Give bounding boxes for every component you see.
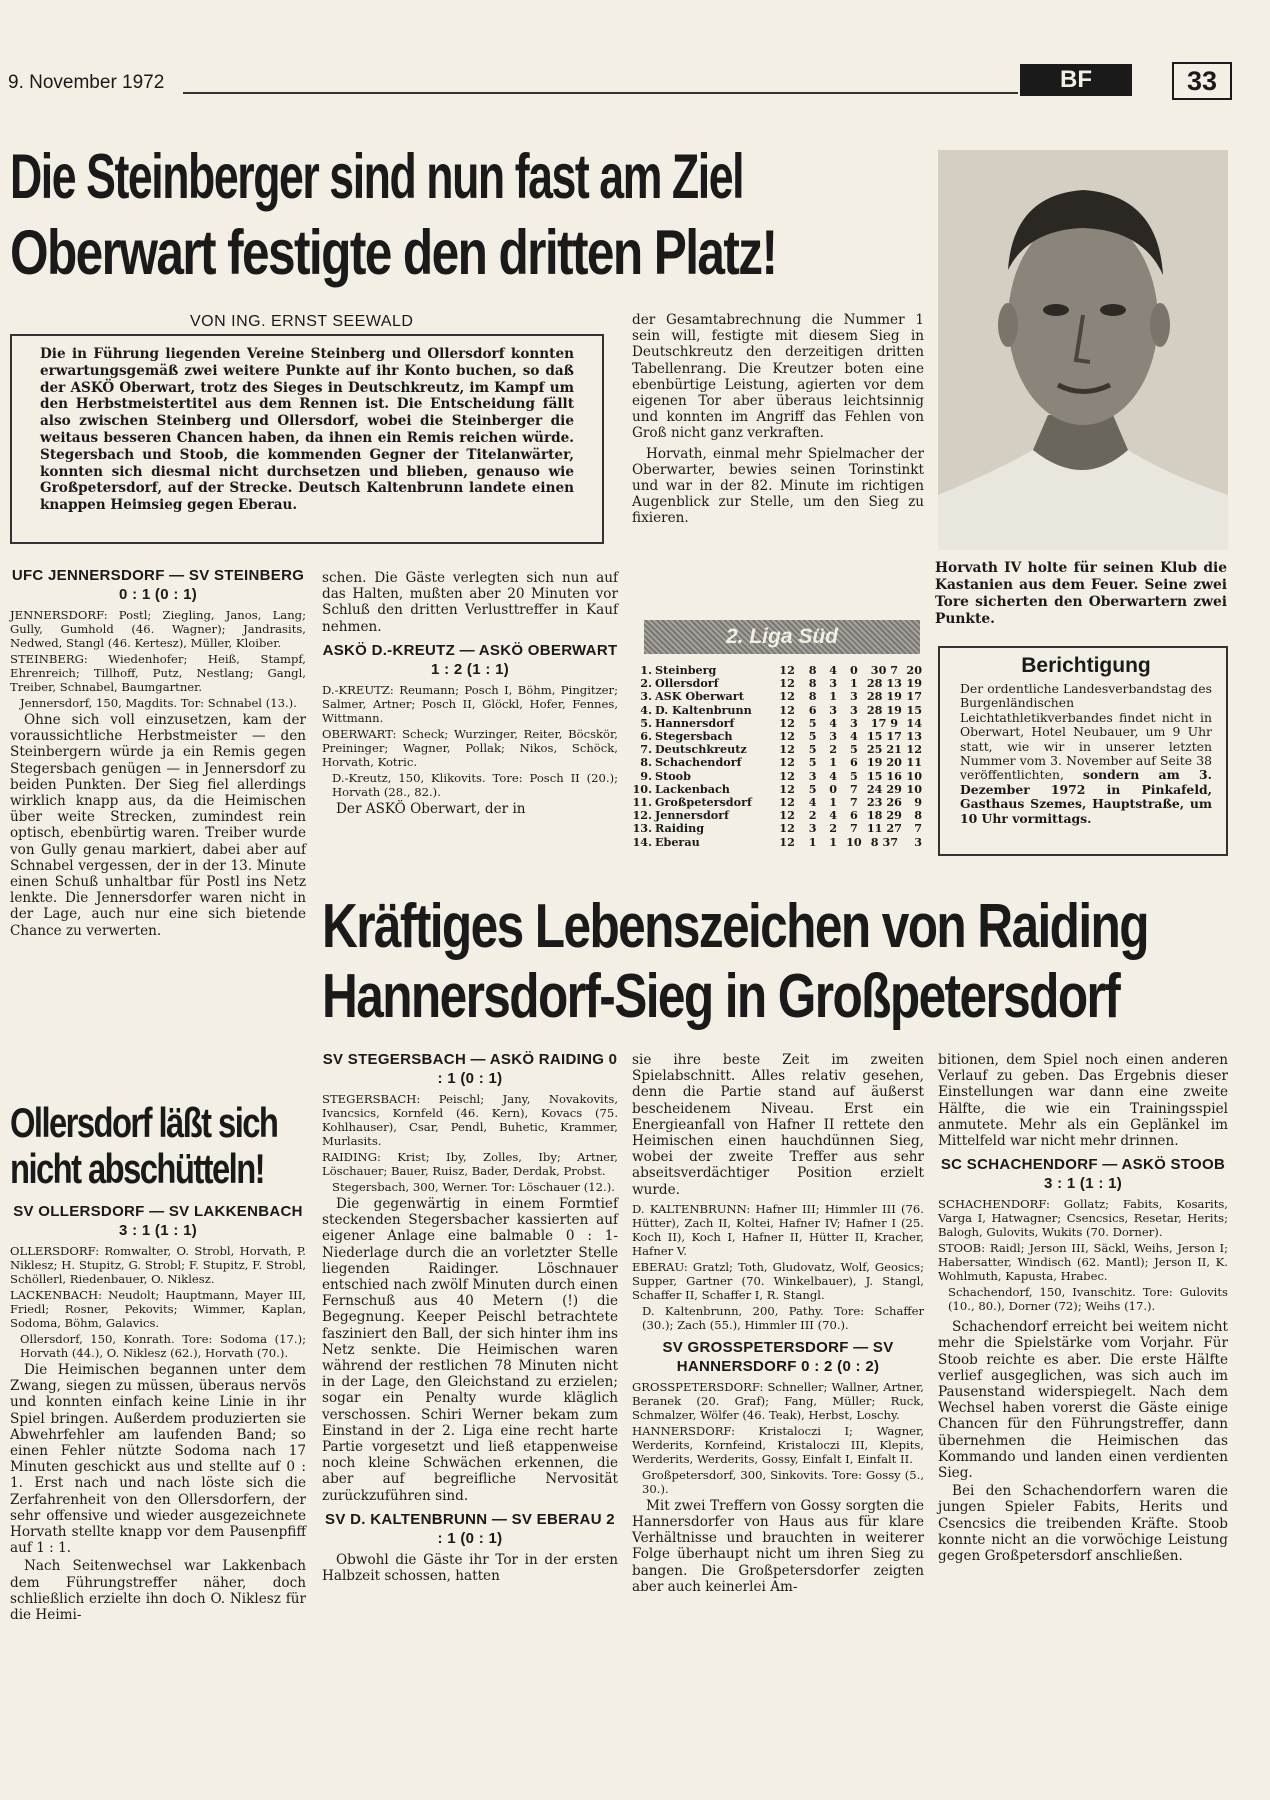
table-cell-won: 8 — [808, 676, 817, 691]
table-cell-drawn: 3 — [829, 729, 838, 744]
table-cell-rank: 6. — [640, 729, 652, 744]
table-row — [632, 822, 922, 835]
ollersdorf-column — [10, 1099, 306, 1625]
table-cell-goals: 28 19 — [866, 689, 902, 704]
table-row — [632, 836, 922, 849]
lineup-raiding: RAIDING: Krist; Iby, Zolles, Iby; Artner, Löschauer; Bauer, Ruisz, Bader, Derdak, Probst. — [322, 1150, 618, 1178]
table-cell-drawn: 1 — [829, 689, 838, 704]
correction-box — [938, 646, 1228, 856]
table-cell-drawn: 0 — [829, 781, 838, 796]
stats-grosspetersdorf: Großpetersdorf, 300, Sinkovits. Tore: Gossy (5., 30.). — [642, 1467, 924, 1496]
table-cell-drawn: 4 — [829, 663, 838, 677]
table-cell-lost: 7 — [850, 795, 858, 810]
table-cell-drawn: 4 — [829, 808, 838, 823]
table-cell-lost: 6 — [850, 755, 858, 770]
table-cell-lost: 1 — [850, 676, 858, 691]
text-jennersdorf: Ohne sich voll einzusetzen, kam der voraussichtliche Herbstmeister — den Steinbergern würde ja ein Remis gegen Stegersbach genügen — in Jennersdorf zu beiden Punkten. Der Sieg fiel allerdings wirklich knapp aus, da die Heimischen über weite Strecken, zumindest rein optisch, ebenbürtig waren. Treiber wurde von Gully genau markiert, dabei aber auf Schnabel vergessen, der in der 13. Minute einen Schuß unhaltbar für Postl ins Netz lenkte. Die Jennersdorfer waren nicht in der Lage, auch nur eine sich bietende Chance zu verwerten. — [10, 712, 306, 939]
table-cell-lost: 6 — [850, 808, 858, 823]
text-schachendorf-1: bitionen, dem Spiel noch einen anderen Verlauf zu geben. Das Ergebnis dieser Einstellungen war dann eine zweite Hälfte, die wie ein Trainingsspiel anmutete. Mehr als ein Geplänkel im Mittelfeld war nicht mehr drinnen. — [938, 1052, 1228, 1150]
lineup-lackenbach: LACKENBACH: Neudolt; Hauptmann, Mayer III, Friedl; Rosner, Pekovits; Wimmer, Kaplan, Sodoma, Böhm, Galavics. — [10, 1288, 306, 1330]
table-cell-drawn: 2 — [829, 821, 838, 836]
stats-schachendorf: Schachendorf, 150, Ivanschitz. Tore: Gulovits (10., 80.), Dorner (72); Weihs (17.). — [948, 1285, 1228, 1314]
table-cell-lost: 3 — [850, 715, 858, 730]
table-cell-points: 15 — [906, 702, 922, 717]
table-cell-lost: 0 — [850, 663, 858, 677]
table-cell-points: 17 — [906, 689, 922, 704]
table-cell-played: 12 — [779, 795, 795, 810]
table-cell-rank: 10. — [632, 781, 652, 796]
table-cell-drawn: 3 — [829, 702, 838, 717]
table-cell-won: 6 — [808, 702, 817, 717]
text-kaltenbrunn-2: sie ihre beste Zeit im zweiten Spielabschnitt. Alles relativ gesehen, denn die Partie stand auf äußerst bescheidenem Niveau. Erst ein Energieanfall von Hafner II rettete den Heimischen einen hauchdünnen Sieg, wobei der zweite Treffer aus sehr abseitsverdächtiger Position erzielt wurde. — [632, 1052, 924, 1198]
match-heading-stegersbach: SV STEGERSBACH — ASKÖ RAIDING 0 : 1 (0 : 1) — [322, 1051, 618, 1087]
stats-kaltenbrunn: D. Kaltenbrunn, 200, Pathy. Tore: Schaffer (30.); Zach (55.), Himmler III (70.). — [642, 1303, 924, 1332]
table-cell-team: Schachendorf — [654, 755, 742, 770]
table-cell-played: 12 — [779, 663, 795, 677]
table-title-bar: 2. Liga Süd — [644, 620, 920, 654]
table-cell-lost: 7 — [850, 821, 858, 836]
table-cell-rank: 8. — [640, 755, 652, 770]
table-cell-drawn: 1 — [829, 834, 838, 849]
lineup-stegersbach: STEGERSBACH: Peischl; Jany, Novakovits, Ivancsics, Kornfeld (46. Kern), Kovacs (75. Kohlhauser), Csar, Pendl, Buhetic, Krammer, Murlasits. — [322, 1092, 618, 1148]
table-row — [632, 704, 922, 717]
text-kaltenbrunn-1: Obwohl die Gäste ihr Tor in der ersten Halbzeit schossen, hatten — [322, 1551, 618, 1585]
table-cell-played: 12 — [779, 755, 795, 770]
table-cell-goals: 30 7 — [870, 663, 899, 677]
text-ollersdorf-2: Nach Seitenwechsel war Lakkenbach dem Führungstreffer näher, doch schließlich erzielte ihn doch O. Niklesz für die Heimi- — [10, 1558, 306, 1624]
lineup-grosspetersdorf: GROSSPETERSDORF: Schneller; Wallner, Artner, Beranek (20. Graf); Fang, Müller; Ruck, Schmalzer, Wölfer (46. Teak), Herbst, Loschy. — [632, 1379, 924, 1422]
table-cell-points: 10 — [906, 781, 922, 796]
table-cell-points: 20 — [906, 663, 922, 677]
table-cell-drawn: 2 — [829, 742, 838, 757]
table-cell-points: 11 — [906, 755, 922, 770]
table-cell-won: 2 — [808, 808, 817, 823]
table-cell-drawn: 1 — [829, 795, 838, 810]
table-cell-goals: 11 27 — [866, 821, 902, 836]
table-cell-played: 12 — [779, 821, 795, 836]
table-cell-won: 5 — [808, 729, 817, 744]
table-cell-lost: 5 — [850, 768, 858, 783]
table-cell-played: 12 — [779, 676, 795, 691]
table-cell-played: 12 — [779, 808, 795, 823]
stats-ollersdorf: Ollersdorf, 150, Konrath. Tore: Sodoma (17.); Horvath (44.), O. Niklesz (62.), Horvath (70.). — [20, 1332, 306, 1360]
match-heading-schachendorf: SC SCHACHENDORF — ASKÖ STOOB 3 : 1 (1 : 1) — [940, 1156, 1226, 1193]
table-cell-goals: 23 26 — [866, 795, 902, 810]
table-cell-goals: 19 20 — [866, 755, 902, 770]
table-cell-goals: 15 17 — [866, 729, 902, 744]
table-cell-team: Eberau — [654, 834, 700, 849]
table-cell-drawn: 4 — [829, 768, 838, 783]
table-cell-points: 12 — [906, 742, 922, 757]
table-cell-team: ASK Oberwart — [654, 689, 744, 704]
correction-body — [960, 682, 1212, 826]
text-grosspetersdorf: Mit zwei Treffern von Gossy sorgten die Hannersdorfer von Haus aus für klare Verhältnisse und brauchten in weiterer Folge überhaupt nicht um ihren Sieg zu bangen. Die Großpetersdorfer zeigten aber auch keinerlei Am- — [632, 1497, 924, 1595]
lead-column-2 — [322, 570, 618, 819]
table-cell-won: 3 — [808, 821, 817, 836]
table-cell-rank: 12. — [632, 808, 652, 823]
table-cell-goals: 28 13 — [866, 676, 902, 691]
page-number: 33 — [1172, 62, 1232, 100]
table-cell-goals: 24 29 — [866, 781, 902, 796]
text-horvath: Horvath, einmal mehr Spielmacher der Oberwarter, bewies seinen Torinstinkt und war in der 82. Minute im richtigen Augenblick zur Stelle, um den Sieg zu fixieren. — [632, 445, 924, 527]
table-cell-rank: 9. — [640, 768, 652, 783]
table-cell-lost: 3 — [850, 689, 858, 704]
table-cell-team: Ollersdorf — [654, 676, 719, 691]
table-cell-rank: 3. — [640, 689, 652, 704]
page-header — [8, 60, 1228, 100]
table-cell-goals: 28 19 — [866, 702, 902, 717]
table-cell-team: Stegersbach — [654, 729, 733, 744]
table-cell-goals: 17 9 — [870, 715, 899, 730]
table-cell-played: 12 — [779, 729, 795, 744]
table-cell-rank: 1. — [640, 663, 652, 677]
kaltenbrunn-column — [632, 1052, 924, 1597]
lead-column-3 — [632, 312, 924, 529]
ollersdorf-headline-1: Ollersdorf läßt sich — [10, 1099, 278, 1146]
lead-headline-1: Die Steinberger sind nun fast am Ziel — [10, 141, 744, 213]
table-cell-lost: 3 — [850, 702, 858, 717]
table-cell-goals: 15 16 — [866, 768, 902, 783]
correction-text: Der ordentliche Landesverbandstag des Burgenländischen Leichtathletikverbandes findet nicht in Oberwart, Hotel Neubauer, um 9 Uhr statt, wie wir in unserer letzten Nummer vom 3. November auf Seite 38 veröffentlichten, — [960, 681, 1212, 783]
table-cell-won: 4 — [808, 795, 817, 810]
lineup-ollersdorf: OLLERSDORF: Romwalter, O. Strobl, Horvath, P. Niklesz; H. Stupitz, G. Strobl; F. Stupitz, F. Strobl, Schöllerl, Riedenbauer, O. Niklesz. — [10, 1244, 306, 1286]
bf-logo: BF — [1020, 64, 1132, 96]
table-cell-lost: 4 — [850, 729, 858, 744]
table-cell-points: 13 — [906, 729, 922, 744]
table-cell-won: 5 — [808, 715, 817, 730]
table-cell-won: 5 — [808, 755, 817, 770]
issue-date: 9. November 1972 — [8, 72, 165, 93]
lineup-schachendorf: SCHACHENDORF: Gollatz; Fabits, Kosarits, Varga I, Hatwagner; Csencsics, Resetar, Herits; Balogh, Gulovits, Wukits (70. Dorner). — [938, 1197, 1228, 1240]
table-cell-won: 5 — [808, 742, 817, 757]
table-cell-won: 1 — [808, 834, 817, 849]
text-oberwart: Der ASKÖ Oberwart, der in — [336, 800, 526, 817]
table-cell-team: Großpetersdorf — [654, 795, 752, 810]
table-cell-won: 3 — [808, 768, 817, 783]
table-cell-points: 19 — [906, 676, 922, 691]
lineup-jennersdorf: JENNERSDORF: Postl; Ziegling, Janos, Lang; Gully, Gumhold (46. Wagner); Jandrasits, Nedwed, Stangl (46. Kertesz), Müller, Kloiber. — [10, 608, 306, 650]
stats-deutschkreutz: D.-Kreutz, 150, Klikovits. Tore: Posch II (20.); Horvath (28., 82.). — [332, 770, 618, 799]
table-cell-points: 10 — [906, 768, 922, 783]
league-table — [632, 620, 922, 849]
portrait-image — [938, 150, 1228, 550]
table-row — [632, 756, 922, 769]
table-cell-lost: 7 — [850, 781, 858, 796]
stegersbach-column — [322, 1044, 618, 1586]
lineup-deutschkreutz: D.-KREUTZ: Reumann; Posch I, Böhm, Pingitzer; Salmer, Artner; Posch II, Glöckl, Hofer, Fennes, Wittmann. — [322, 682, 618, 725]
table-cell-rank: 4. — [640, 702, 652, 717]
table-cell-rank: 11. — [632, 795, 652, 810]
intro-text: Die in Führung liegenden Vereine Steinberg und Ollersdorf konnten erwartungsgemäß zwei weitere Punkte auf ihr Konto buchen, so daß der ASKÖ Oberwart, trotz des Sieges in Deutschkreutz, im Kampf um den Herbstmeistertitel aus dem Rennen ist. Die Entscheidung fällt also zwischen Steinberg und Ollersdorf, wobei die Steinberger die weitaus besseren Chancen haben, da ihnen ein Remis reichen würde. Stegersbach und Stoob, die kommenden Gegner der Titelanwärter, konnten sich diesmal nicht durchsetzen und blieben, genauso wie Großpetersdorf, auf der Strecke. Deutsch Kaltenbrunn landete einen knappen Heimsieg gegen Eberau. — [40, 346, 574, 514]
table-cell-lost: 10 — [846, 834, 862, 849]
table-cell-drawn: 1 — [829, 755, 838, 770]
match-heading-kaltenbrunn: SV D. KALTENBRUNN — SV EBERAU 2 : 1 (0 : 1) — [325, 1510, 615, 1547]
photo-caption: Horvath IV holte für seinen Klub die Kastanien aus dem Feuer. Seine zwei Tore sicherten den Oberwartern zwei Punkte. — [935, 560, 1227, 627]
lineup-stoob: STOOB: Raidl; Jerson III, Säckl, Weihs, Jerson I; Habersatter, Windisch (62. Mantl); Jerson II, K. Wohlmuth, Kapusta, Hrabec. — [938, 1241, 1228, 1284]
table-cell-team: Steinberg — [654, 663, 717, 677]
table-cell-rank: 14. — [632, 834, 652, 849]
lead-column-1 — [10, 560, 306, 941]
text-ollersdorf-1: Die Heimischen begannen unter dem Zwang, siegen zu müssen, überaus nervös und konnten einfach keine Linie in ihr Spiel bringen. Außerdem produzierten sie Abwehrfehler am laufenden Band; so einen Fehler nützte Sodoma nach 17 Minuten geschickt aus und stellte auf 0 : 1. Erst nach und nach löste sich die Zerfahrenheit von den Ollersdorfern, der sehr offensive und wieder ausgezeichnete Horvath stellte knapp vor dem Pausenpfiff auf 1 : 1. — [10, 1362, 306, 1557]
stats-stegersbach: Stegersbach, 300, Werner. Tor: Löschauer (12.). — [332, 1180, 615, 1194]
table-cell-points: 14 — [906, 715, 922, 730]
table-cell-goals: 25 21 — [866, 742, 902, 757]
table-cell-points: 9 — [914, 795, 922, 810]
match-heading-deutschkreutz: ASKÖ D.-KREUTZ — ASKÖ OBERWART 1 : 2 (1 : 1) — [322, 641, 618, 678]
table-cell-team: D. Kaltenbrunn — [654, 702, 752, 717]
table-cell-points: 7 — [914, 821, 922, 836]
table-cell-played: 12 — [779, 702, 795, 717]
table-row — [632, 770, 922, 783]
text-oberwart-cont: der Gesamtabrechnung die Nummer 1 sein will, festigte mit diesem Sieg in Deutschkreutz den derzeitigen dritten Tabellenrang. Die Kreutzer boten eine ebenbürtige Leistung, agierten vor dem eigenen Tor aber überaus leichtsinnig und konnten im Angriff das Fehlen von Groß nicht ganz verkraften. — [632, 312, 924, 442]
schachendorf-column — [938, 1052, 1228, 1566]
table-cell-rank: 7. — [640, 742, 652, 757]
match-heading-jennersdorf: UFC JENNERSDORF — SV STEINBERG 0 : 1 (0 : 1) — [11, 567, 305, 603]
table-cell-played: 12 — [779, 768, 795, 783]
table-cell-team: Hannersdorf — [654, 715, 735, 730]
match-heading-ollersdorf: SV OLLERSDORF — SV LAKKENBACH 3 : 1 (1 : 1) — [13, 1203, 303, 1239]
correction-text-bold: sondern am 3. Dezember 1972 in Pinkafeld, Gasthaus Szemes, Hauptstraße, um 10 Uhr vormittags. — [960, 767, 1212, 826]
text-schachendorf-3: Bei den Schachendorfern waren die jungen Spieler Fabits, Herits und Csencsics die treibenden Kräfte. Stoob konnte nicht an die vorwöchige Leistung gegen Großpetersdorf anschließen. — [938, 1483, 1228, 1565]
lineup-steinberg: STEINBERG: Wiedenhofer; Heiß, Stampf, Ehrenreich; Tillhoff, Putz, Nestlang; Gangl, Treiber, Schnabel, Baumgartner. — [10, 652, 306, 694]
table-cell-played: 12 — [779, 742, 795, 757]
lead-headline-2: Oberwart festigte den dritten Platz! — [10, 217, 777, 289]
table-cell-won: 8 — [808, 689, 817, 704]
table-cell-team: Stoob — [654, 768, 691, 783]
table-cell-team: Deutschkreutz — [654, 742, 747, 757]
table-cell-played: 12 — [779, 781, 795, 796]
table-cell-drawn: 4 — [829, 715, 838, 730]
table-cell-won: 5 — [808, 781, 817, 796]
table-cell-points: 8 — [914, 808, 922, 823]
header-rule — [183, 92, 1018, 94]
standings-table — [632, 664, 922, 849]
table-row — [632, 690, 922, 703]
player-photo — [938, 150, 1228, 550]
table-cell-lost: 5 — [850, 742, 858, 757]
match-heading-grosspetersdorf: SV GROSSPETERSDORF — SV HANNERSDORF 0 : 2 (0 : 2) — [662, 1338, 894, 1375]
text-stegersbach: Die gegenwärtig in einem Formtief steckenden Stegersbacher kassierten auf eigener Anlage eine balmable 0 : 1-Niederlage durch die an vorletzter Stelle liegenden Raidinger. Löschnauer entschied nach zwölf Minuten durch einen Fernschuß aus 40 Metern (!) die Begegnung. Keeper Peischl betrachtete fasziniert den Ball, der sich hinter ihm ins Netz senkte. Die Heimischen waren während der restlichen 78 Minuten nicht in der Lage, den Gleichstand zu erzielen; sogar ein Penalty wurde kläglich verschossen. Schiri Werner bekam zum Einstand in der 2. Liga eine recht harte Partie vorgesetzt und ließ etappenweise noch kleine Schwächen erkennen, die aber auf begreifliche Nervosität zurückzuführen sind. — [322, 1196, 618, 1504]
text-jennersdorf-cont: schen. Die Gäste verlegten sich nun auf das Halten, mußten aber 20 Minuten vor Schluß den dritten Verlusttreffer in Kauf nehmen. — [322, 570, 618, 635]
second-headline-2: Hannersdorf-Sieg in Großpetersdorf — [322, 962, 1120, 1031]
lineup-kaltenbrunn: D. KALTENBRUNN: Hafner III; Himmler III (76. Hütter), Zach II, Koltei, Hafner IV; Hafner I (25. Koch II), Koch I, Hafner II, Hütter II, Kracher, Hafner V. — [632, 1201, 924, 1258]
lineup-hannersdorf: HANNERSDORF: Kristaloczi I; Wagner, Werderits, Kornfeind, Kristaloczi III, Klepits, Werderits, Werderits, Gossy, Einfalt I, Einfalt II. — [632, 1423, 924, 1466]
table-cell-rank: 13. — [632, 821, 652, 836]
lineup-oberwart: OBERWART: Scheck; Wurzinger, Reiter, Böcskör, Preininger; Wagner, Pollak; Nikos, Schöck, Horvath, Kotric. — [322, 726, 618, 769]
table-cell-rank: 2. — [640, 676, 652, 691]
table-cell-team: Lackenbach — [654, 781, 730, 796]
ollersdorf-headline-2: nicht abschütteln! — [10, 1145, 265, 1192]
table-cell-played: 12 — [779, 715, 795, 730]
byline: VON ING. ERNST SEEWALD — [190, 313, 414, 330]
table-cell-team: Jennersdorf — [654, 808, 729, 823]
table-cell-rank: 5. — [640, 715, 652, 730]
table-cell-goals: 8 37 — [870, 834, 899, 849]
table-cell-played: 12 — [779, 834, 795, 849]
stats-jennersdorf: Jennersdorf, 150, Magdits. Tor: Schnabel (13.). — [20, 696, 297, 710]
table-cell-points: 3 — [914, 834, 922, 849]
table-cell-drawn: 3 — [829, 676, 838, 691]
lineup-eberau: EBERAU: Gratzl; Toth, Gludovatz, Wolf, Geosics; Supper, Gartner (70. Winkelbauer), J. Stangl, Schaffer II, Schaffer I, R. Stangl. — [632, 1259, 924, 1302]
correction-title: Berichtigung — [1021, 654, 1151, 677]
text-schachendorf-2: Schachendorf erreicht bei weitem nicht mehr die Spielstärke vom Vorjahr. Für Stoob reichte es aber. Die erste Hälfte verlief ausgeglichen, was sich auch im Pausenstand widerspiegelt. Nach dem Wechsel haben vorerst die Gäste einige Chancen für den Führungstreffer, dann übernehmen die Heimischen das Kommando und landen einen verdienten Sieg. — [938, 1319, 1228, 1482]
table-cell-played: 12 — [779, 689, 795, 704]
table-cell-won: 8 — [808, 663, 817, 677]
table-cell-goals: 18 29 — [866, 808, 902, 823]
intro-box — [10, 334, 604, 544]
second-headline-1: Kräftiges Lebenszeichen von Raiding — [322, 892, 1148, 961]
table-cell-team: Raiding — [654, 821, 705, 836]
